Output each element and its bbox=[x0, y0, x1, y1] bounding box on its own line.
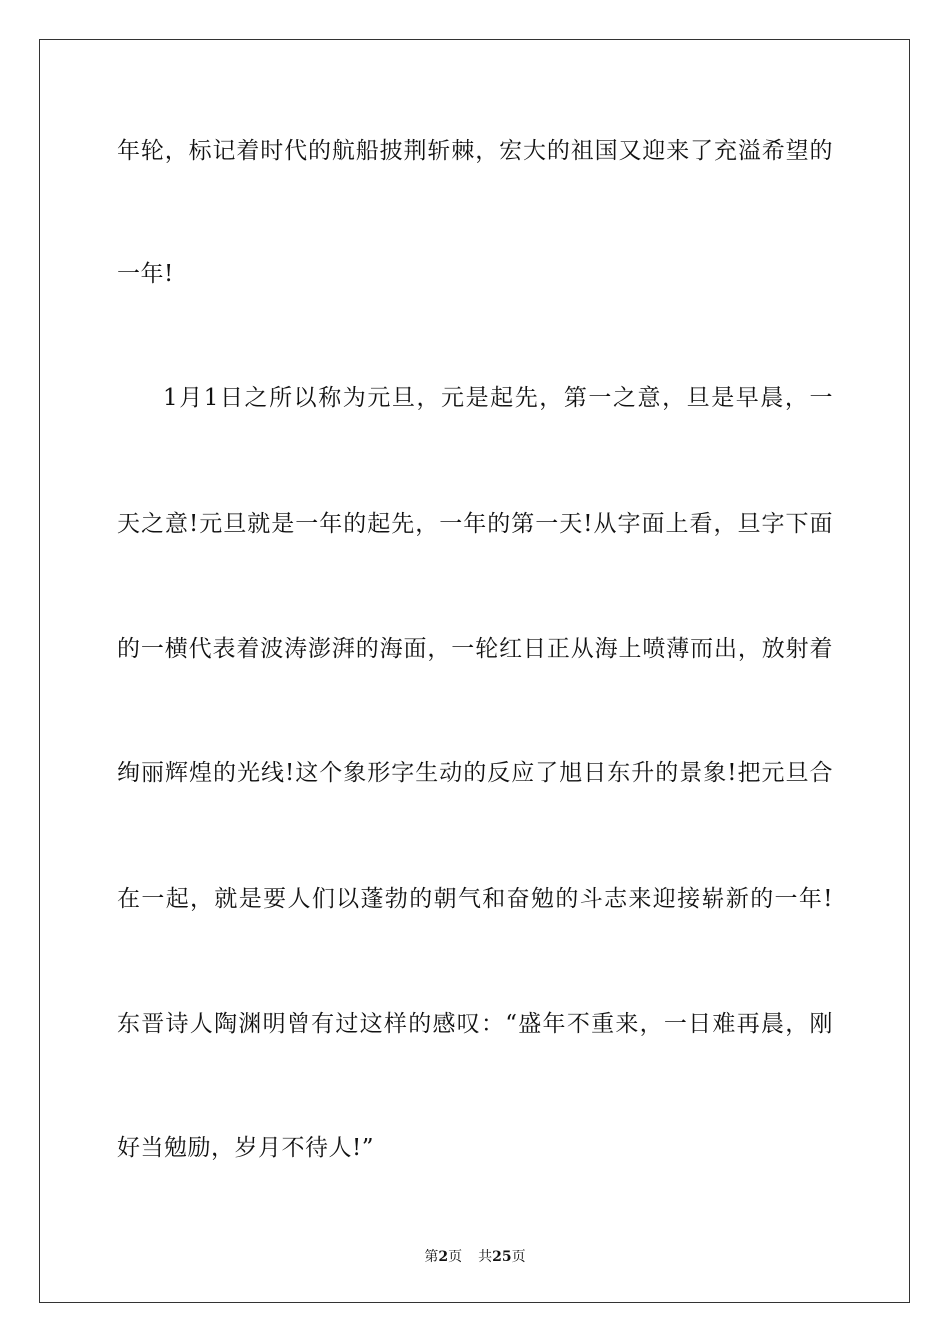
page-prefix: 第 bbox=[424, 1249, 439, 1265]
total-prefix: 共 bbox=[478, 1249, 493, 1265]
page-suffix: 页 bbox=[448, 1249, 463, 1265]
text-line-6: 绚丽辉煌的光线!这个象形字生动的反应了旭日东升的景象!把元旦合 bbox=[117, 760, 833, 786]
text-line-3: 1月1日之所以称为元旦，元是起先，第一之意，旦是早晨，一 bbox=[163, 385, 833, 411]
page-footer bbox=[0, 1248, 950, 1266]
text-line-4: 天之意!元旦就是一年的起先，一年的第一天!从字面上看，旦字下面 bbox=[117, 511, 833, 537]
text-line-8: 东晋诗人陶渊明曾有过这样的感叹：“盛年不重来，一日难再晨，刚 bbox=[117, 1011, 833, 1037]
text-line-5: 的一横代表着波涛澎湃的海面，一轮红日正从海上喷薄而出，放射着 bbox=[117, 636, 833, 662]
page-number: 2 bbox=[438, 1249, 449, 1265]
text-line-7: 在一起，就是要人们以蓬勃的朝气和奋勉的斗志来迎接崭新的一年! bbox=[117, 886, 833, 912]
total-pages: 25 bbox=[492, 1249, 512, 1265]
text-line-2: 一年! bbox=[117, 261, 174, 287]
page-border bbox=[39, 39, 910, 1303]
text-line-9: 好当勉励，岁月不待人!” bbox=[117, 1135, 375, 1161]
total-suffix: 页 bbox=[511, 1249, 526, 1265]
text-line-1: 年轮，标记着时代的航船披荆斩棘，宏大的祖国又迎来了充溢希望的 bbox=[117, 138, 833, 164]
